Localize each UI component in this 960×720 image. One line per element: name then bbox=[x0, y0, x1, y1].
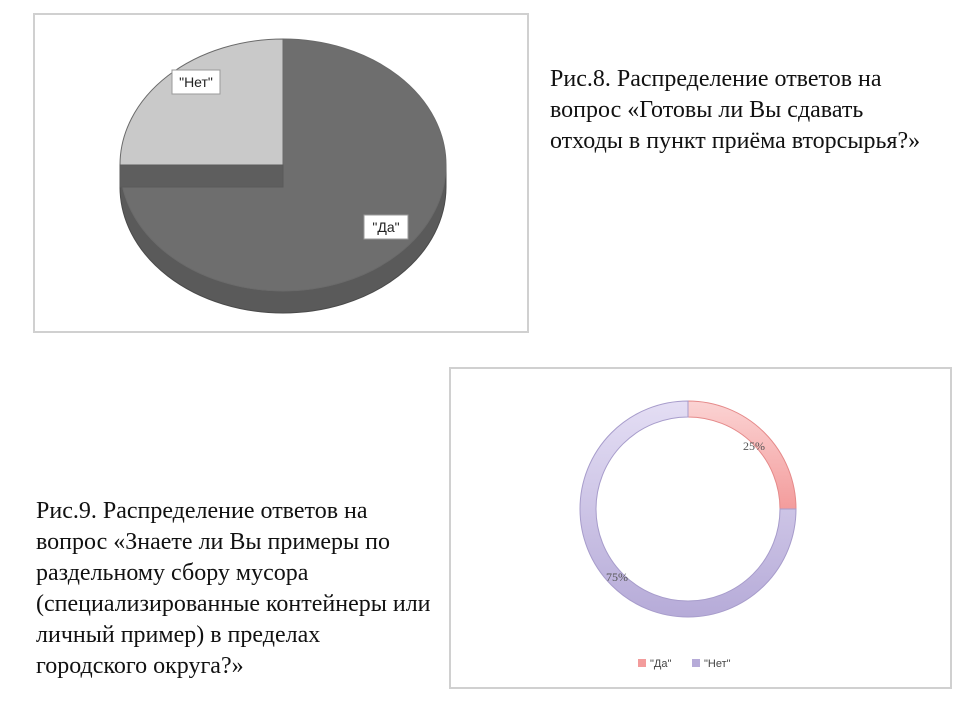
legend-item-no bbox=[692, 658, 731, 670]
pie-slice-no bbox=[120, 39, 283, 165]
legend-item-yes bbox=[638, 658, 671, 670]
donut-label-no-percent: 75% bbox=[606, 570, 628, 584]
legend bbox=[638, 658, 731, 670]
fig8-pie-chart bbox=[35, 15, 527, 331]
pie-label-no-text: "Нет" bbox=[179, 74, 213, 90]
fig9-chart-frame bbox=[449, 367, 952, 689]
pie-label-no bbox=[172, 70, 220, 94]
fig8-chart-frame bbox=[33, 13, 529, 333]
pie-3d-top-group bbox=[120, 39, 446, 291]
legend-label-no: "Нет" bbox=[704, 658, 731, 670]
legend-swatch-no bbox=[692, 659, 700, 667]
legend-swatch-yes bbox=[638, 659, 646, 667]
pie-label-yes bbox=[364, 215, 408, 239]
fig8-caption: Рис.8. Распределение ответов на вопрос «Готовы ли Вы сдавать отходы в пункт приёма вторсырья?» bbox=[550, 66, 921, 154]
pie-slice-edge bbox=[120, 165, 283, 187]
donut-slice-yes bbox=[688, 401, 796, 509]
legend-label-yes: "Да" bbox=[650, 658, 672, 670]
pie-label-yes-text: "Да" bbox=[372, 219, 400, 235]
fig9-doughnut-chart bbox=[451, 369, 950, 687]
fig9-caption: Рис.9. Распределение ответов на вопрос «Знаете ли Вы примеры по раздельному сбору мусора (специализированные контейнеры или личный пример) в пределах городского округа?» bbox=[36, 498, 431, 679]
donut-label-yes-percent: 25% bbox=[743, 439, 765, 453]
